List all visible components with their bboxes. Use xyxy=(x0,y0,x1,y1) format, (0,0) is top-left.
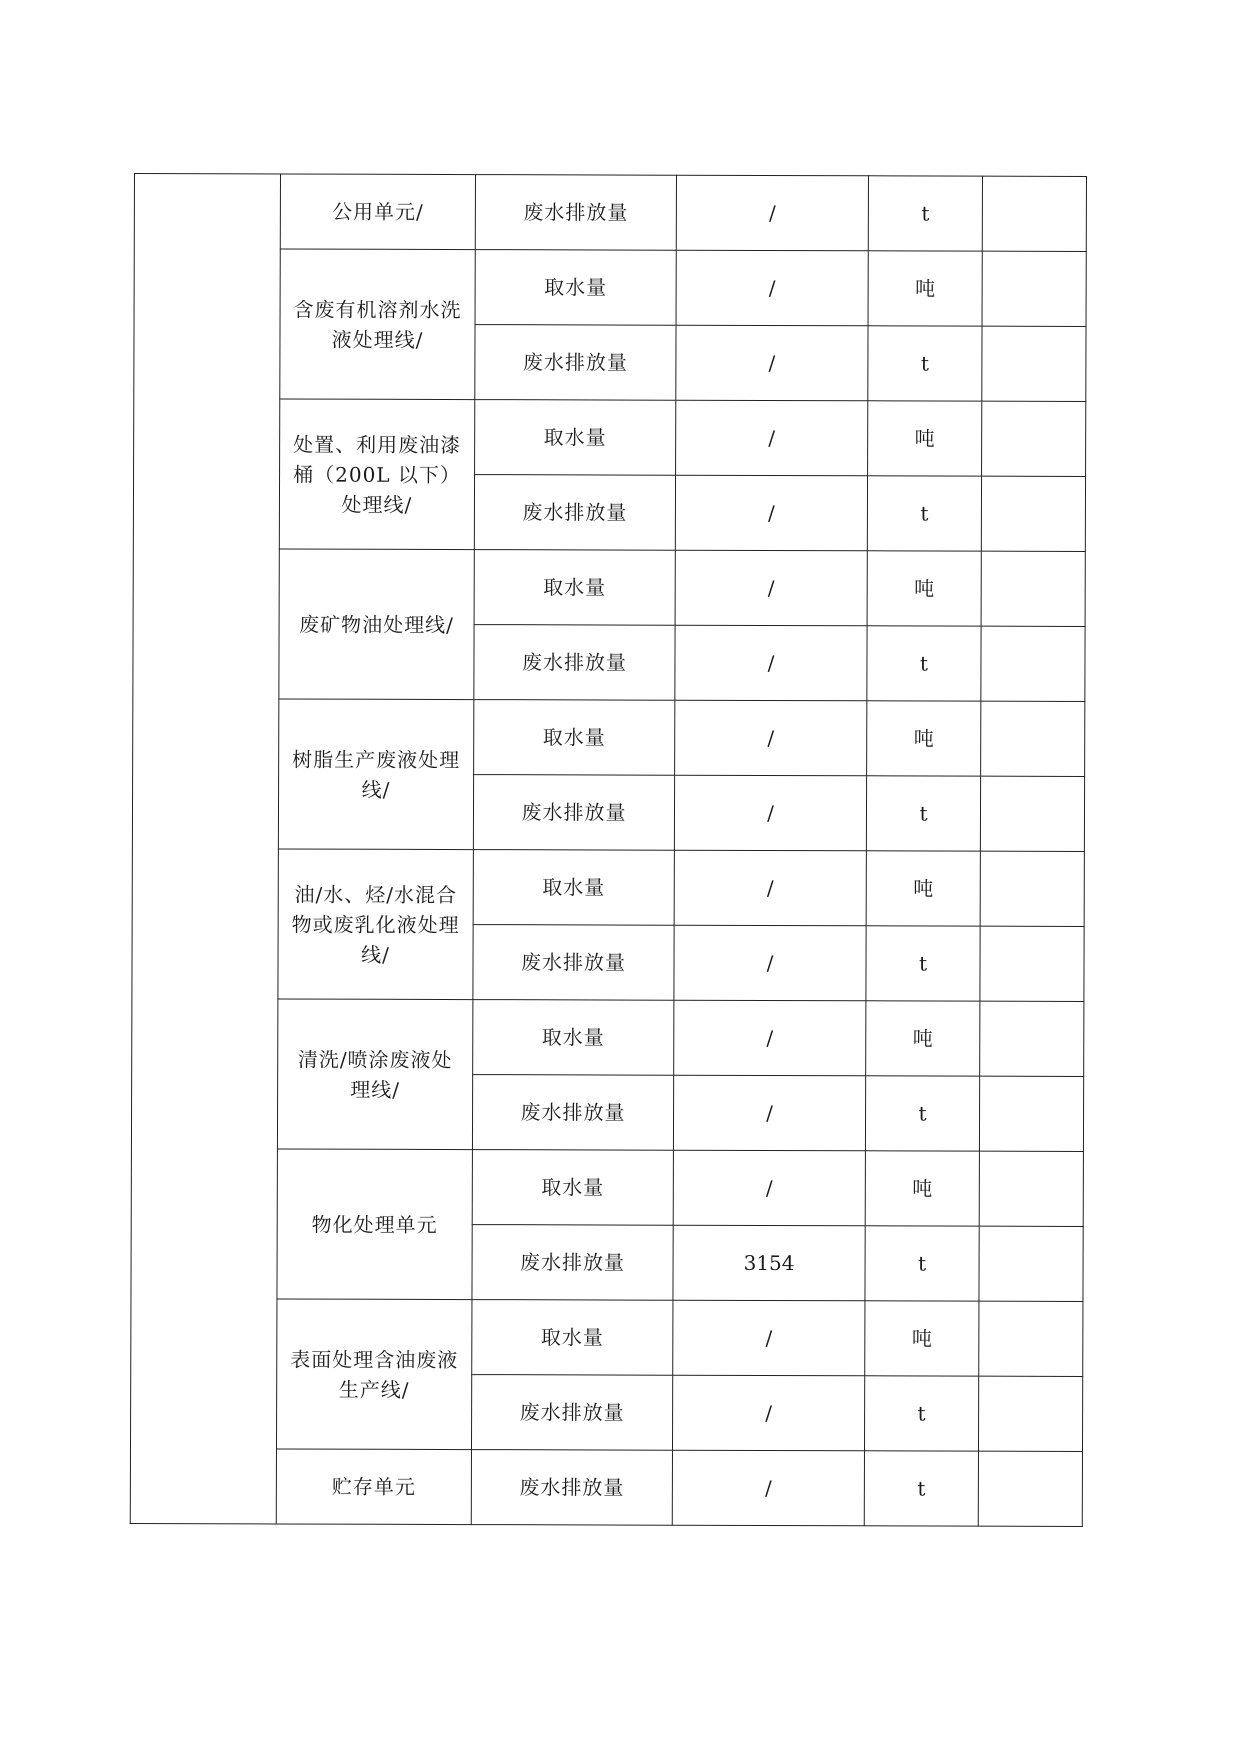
table-row xyxy=(134,174,1086,252)
metric-cell: 废水排放量 xyxy=(471,1450,672,1526)
unit-cell: t xyxy=(867,476,981,551)
value-cell: / xyxy=(674,775,866,851)
metric-cell: 废水排放量 xyxy=(473,775,674,851)
metric-cell: 取水量 xyxy=(472,1300,673,1376)
unit-name-cell: 树脂生产废液处理线/ xyxy=(278,699,473,850)
metric-cell: 废水排放量 xyxy=(474,625,675,701)
unit-cell: t xyxy=(865,1076,979,1151)
unit-cell: 吨 xyxy=(867,701,981,776)
value-cell: / xyxy=(676,400,868,476)
metric-cell: 废水排放量 xyxy=(472,1225,673,1301)
note-cell xyxy=(978,1451,1082,1526)
unit-cell: 吨 xyxy=(867,551,981,626)
unit-cell: t xyxy=(864,1376,978,1451)
note-cell xyxy=(979,1076,1083,1151)
unit-cell: 吨 xyxy=(868,251,982,326)
value-cell: / xyxy=(674,925,866,1001)
merged-category-cell xyxy=(130,174,280,1524)
value-cell: / xyxy=(673,1300,865,1376)
value-cell: / xyxy=(675,700,867,776)
unit-cell: 吨 xyxy=(868,401,982,476)
unit-cell: t xyxy=(867,626,981,701)
note-cell xyxy=(981,701,1085,776)
value-cell: / xyxy=(672,1450,864,1526)
value-cell: 3154 xyxy=(673,1225,865,1301)
note-cell xyxy=(982,401,1086,476)
unit-cell: t xyxy=(868,176,982,251)
value-cell: / xyxy=(675,625,867,701)
value-cell: / xyxy=(676,325,868,401)
metric-cell: 取水量 xyxy=(474,700,675,776)
value-cell: / xyxy=(676,175,868,251)
note-cell xyxy=(982,176,1086,251)
metric-cell: 取水量 xyxy=(474,550,675,626)
metric-cell: 废水排放量 xyxy=(471,1375,672,1451)
note-cell xyxy=(979,1151,1083,1226)
note-cell xyxy=(982,251,1086,326)
unit-cell: t xyxy=(868,326,982,401)
unit-cell: t xyxy=(866,926,980,1001)
unit-name-cell: 处置、利用废油漆桶（200L 以下）处理线/ xyxy=(279,399,474,550)
unit-name-cell: 公用单元/ xyxy=(280,174,475,250)
unit-name-cell: 清洗/喷涂废液处理线/ xyxy=(277,999,472,1150)
metric-cell: 废水排放量 xyxy=(475,175,676,251)
note-cell xyxy=(981,626,1085,701)
unit-cell: 吨 xyxy=(866,1001,980,1076)
metric-cell: 废水排放量 xyxy=(473,925,674,1001)
unit-name-cell: 贮存单元 xyxy=(276,1449,471,1525)
value-cell: / xyxy=(676,250,868,326)
unit-name-cell: 含废有机溶剂水洗液处理线/ xyxy=(280,249,475,400)
metric-cell: 取水量 xyxy=(472,1150,673,1226)
note-cell xyxy=(981,476,1085,551)
value-cell: / xyxy=(674,850,866,926)
note-cell xyxy=(978,1376,1082,1451)
unit-name-cell: 油/水、烃/水混合物或废乳化液处理线/ xyxy=(278,849,473,1000)
value-cell: / xyxy=(673,1150,865,1226)
unit-cell: t xyxy=(866,776,980,851)
unit-cell: 吨 xyxy=(866,851,980,926)
water-discharge-table xyxy=(130,173,1087,1527)
metric-cell: 取水量 xyxy=(475,250,676,326)
metric-cell: 废水排放量 xyxy=(472,1075,673,1151)
metric-cell: 废水排放量 xyxy=(474,475,675,551)
note-cell xyxy=(979,1226,1083,1301)
value-cell: / xyxy=(673,1075,865,1151)
metric-cell: 取水量 xyxy=(473,850,674,926)
metric-cell: 废水排放量 xyxy=(475,325,676,401)
note-cell xyxy=(981,551,1085,626)
value-cell: / xyxy=(675,550,867,626)
value-cell: / xyxy=(675,475,867,551)
note-cell xyxy=(982,326,1086,401)
metric-cell: 取水量 xyxy=(475,400,676,476)
note-cell xyxy=(980,851,1084,926)
note-cell xyxy=(980,1001,1084,1076)
value-cell: / xyxy=(672,1375,864,1451)
note-cell xyxy=(980,926,1084,1001)
unit-cell: t xyxy=(864,1451,978,1526)
unit-cell: 吨 xyxy=(865,1151,979,1226)
value-cell: / xyxy=(674,1000,866,1076)
unit-name-cell: 废矿物油处理线/ xyxy=(279,549,474,700)
unit-cell: t xyxy=(865,1226,979,1301)
unit-name-cell: 表面处理含油废液生产线/ xyxy=(276,1299,471,1450)
note-cell xyxy=(980,776,1084,851)
unit-cell: 吨 xyxy=(865,1301,979,1376)
note-cell xyxy=(979,1301,1083,1376)
unit-name-cell: 物化处理单元 xyxy=(277,1149,472,1300)
metric-cell: 取水量 xyxy=(473,1000,674,1076)
